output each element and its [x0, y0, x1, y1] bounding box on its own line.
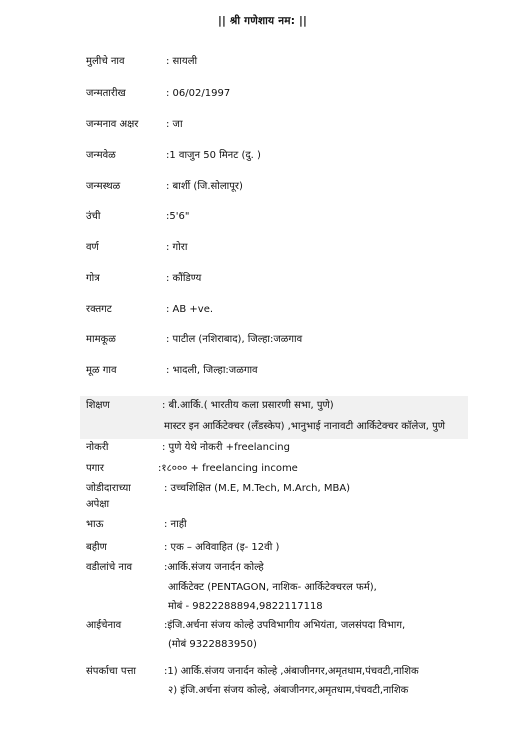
field-value: :आर्कि.संजय जनार्दन कोल्हे — [164, 562, 264, 573]
field-value: :१८००० + freelancing income — [158, 463, 298, 474]
field-row-job — [0, 441, 525, 455]
field-value: : जा — [166, 119, 183, 130]
field-label: भाऊ — [86, 519, 104, 530]
field-value: :1 वाजुन 50 मिनट (दु. ) — [166, 150, 261, 161]
field-label: मुलीचे नाव — [86, 56, 125, 67]
field-value: :1) आर्कि.संजय जनार्दन कोल्हे ,अंबाजीनगर,अमृतधाम,पंचवटी,नाशिक — [164, 666, 419, 677]
field-value: : पुणे येथे नोकरी +freelancing — [162, 442, 290, 453]
field-label: जन्मतारीख — [86, 88, 126, 99]
field-value: : उच्चशिक्षित (M.E, M.Tech, M.Arch, MBA) — [164, 483, 351, 494]
field-row-birth-time — [0, 149, 525, 163]
field-label: आईचेनाव — [86, 620, 122, 631]
field-value: : नाही — [164, 519, 187, 530]
field-label: उंची — [86, 211, 101, 222]
page-title: || श्री गणेशाय नम: || — [217, 15, 308, 27]
field-value-continued: आर्किटेक्ट (PENTAGON, नाशिक- आर्किटेक्चरल फर्म), — [168, 582, 377, 593]
field-value: : एक – अविवाहित (इ- 12वी ) — [164, 542, 280, 553]
field-label: संपर्काचा पत्ता — [86, 666, 137, 677]
field-label: जन्मवेळ — [86, 150, 116, 161]
field-label: वडीलांचे नाव — [86, 562, 133, 573]
field-value-continued: २) इंजि.अर्चना संजय कोल्हे, अंबाजीनगर,अमृतधाम,पंचवटी,नाशिक — [168, 685, 409, 696]
field-row-birth-place — [0, 180, 525, 194]
field-value: : बार्शी (जि.सोलापूर) — [166, 181, 243, 192]
field-row-mother — [0, 619, 525, 633]
field-row-birth-letter — [0, 118, 525, 132]
field-row-name — [0, 55, 525, 69]
field-label: बहीण — [86, 542, 107, 553]
field-row-father — [0, 561, 525, 575]
field-row-gotra — [0, 272, 525, 286]
field-row-salary — [0, 462, 525, 476]
field-row-maternal-family — [0, 333, 525, 347]
field-label: रक्तगट — [86, 304, 112, 315]
field-value: :इंजि.अर्चना संजय कोल्हे उपविभागीय अभियंता, जलसंपदा विभाग, — [164, 620, 406, 631]
field-label: मूळ गाव — [86, 365, 117, 376]
father-line-3 — [0, 600, 525, 614]
field-row-contact-address — [0, 665, 525, 679]
field-value: : बी.आर्कि.( भारतीय कला प्रसारणी सभा, पुणे) — [162, 400, 334, 411]
field-row-complexion — [0, 241, 525, 255]
field-row-native-place — [0, 364, 525, 378]
field-row-education — [0, 399, 525, 413]
field-value: : AB +ve. — [166, 304, 214, 315]
mother-line-2 — [0, 638, 525, 652]
field-value: : भादली, जिल्हा:जळगाव — [166, 365, 258, 376]
field-value-continued: (मोबं 9322883950) — [168, 639, 257, 650]
field-row-sister — [0, 541, 525, 555]
field-value-continued: मास्टर इन आर्किटेक्चर (लँडस्केप) ,भानुभाई नानावटी आर्किटेक्चर कॉलेज, पुणे — [164, 421, 445, 432]
field-value: : सायली — [166, 56, 198, 67]
field-label: जन्मनाव अक्षर — [86, 119, 139, 130]
field-label: जन्मस्थळ — [86, 181, 121, 192]
field-label: नोकरी — [86, 442, 109, 453]
field-label: गोत्र — [86, 273, 100, 284]
field-value: : कौंडिण्य — [166, 273, 202, 284]
field-value: :5'6" — [166, 211, 190, 222]
field-value-continued: मोबं - 9822288894,9822117118 — [168, 601, 323, 612]
field-value: : 06/02/1997 — [166, 88, 231, 99]
partner-label-line-2 — [0, 498, 525, 512]
contact-line-2 — [0, 684, 525, 698]
field-label: जोडीदाराच्या — [86, 483, 131, 494]
field-value: : गोरा — [166, 242, 188, 253]
father-line-2 — [0, 581, 525, 595]
field-row-height — [0, 210, 525, 224]
education-line-2 — [0, 420, 525, 434]
field-row-partner-expectation — [0, 482, 525, 496]
field-label: वर्ण — [86, 242, 99, 253]
field-value: : पाटील (नशिराबाद), जिल्हा:जळगाव — [166, 334, 303, 345]
field-label-continued: अपेक्षा — [86, 499, 110, 510]
field-row-blood-group — [0, 303, 525, 317]
field-row-brother — [0, 518, 525, 532]
field-label: पगार — [86, 463, 104, 474]
field-row-dob — [0, 87, 525, 101]
field-label: मामकूळ — [86, 334, 116, 345]
field-label: शिक्षण — [86, 400, 110, 411]
